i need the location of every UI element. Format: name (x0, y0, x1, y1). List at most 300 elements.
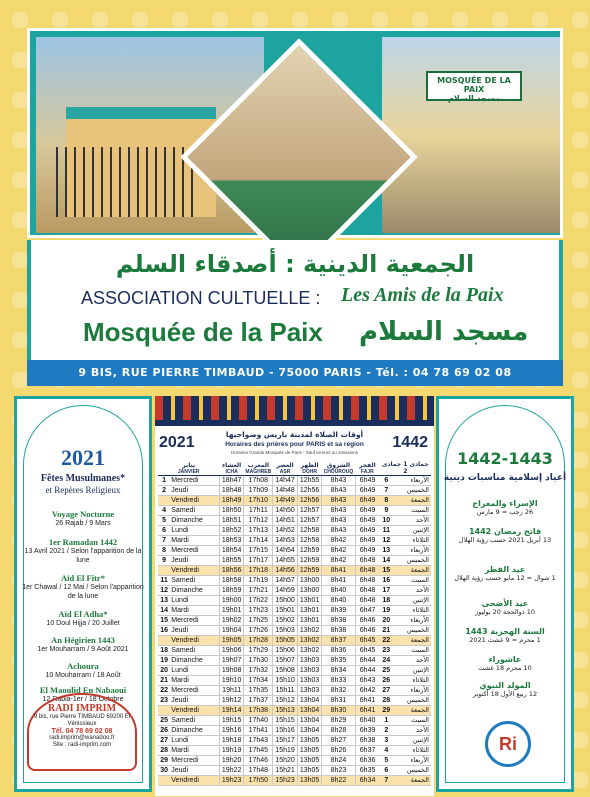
cell-a: 15h07 (273, 655, 298, 665)
cell-d: Dimanche (170, 655, 219, 665)
cell-c: 8h43 (322, 495, 355, 505)
table-row (158, 585, 431, 595)
cell-f: 6h46 (355, 615, 380, 625)
table-row (158, 625, 431, 635)
cell-d: Lundi (170, 735, 219, 745)
cell-d: Lundi (170, 525, 219, 535)
cell-d: Mardi (170, 745, 219, 755)
cell-z: 12h59 (297, 565, 322, 575)
cell-m: 17h29 (244, 645, 273, 655)
radi-phone: Tél. 04 78 69 02 08 (51, 728, 113, 735)
cell-f: 6h42 (355, 685, 380, 695)
cell-d: Mercredi (170, 685, 219, 695)
cell-ha: الأربعاء (393, 755, 431, 765)
cell-i: 18h54 (219, 545, 244, 555)
cell-n (158, 565, 170, 575)
title-sub: Horaires Grande Mosquée de Paris - Sauf erreurs ou omissions (230, 450, 359, 455)
cell-z: 13h00 (297, 585, 322, 595)
cell-i: 19h19 (219, 745, 244, 755)
cell-d: Dimanche (170, 515, 219, 525)
cell-f: 6h48 (355, 585, 380, 595)
cell-ha: الأحد (393, 515, 431, 525)
cell-hn: 29 (380, 705, 393, 715)
cell-d: Mercredi (170, 545, 219, 555)
cell-ha: السبت (393, 505, 431, 515)
cell-m: 17h17 (244, 555, 273, 565)
cell-f: 6h37 (355, 745, 380, 755)
cell-a: 14h47 (273, 475, 298, 485)
cell-i: 18h47 (219, 475, 244, 485)
cell-z: 12h59 (297, 555, 322, 565)
cell-m: 17h32 (244, 665, 273, 675)
cell-hn: 23 (380, 645, 393, 655)
cell-c: 8h39 (322, 605, 355, 615)
cell-f: 6h49 (355, 475, 380, 485)
left-event: Voyage Nocturne 26 Rajab / 9 Mars (51, 509, 115, 527)
cell-ha: الخميس (393, 765, 431, 775)
left-event: El Maoulid En Nabaoui 12 Rabia-1er / 18 Octobre (39, 685, 127, 703)
cell-ha: الأربعاء (393, 475, 431, 485)
cell-z: 13h05 (297, 755, 322, 765)
cell-z: 13h05 (297, 745, 322, 755)
cell-c: 8h40 (322, 585, 355, 595)
cell-c: 8h22 (322, 775, 355, 785)
table-row (158, 595, 431, 605)
cell-hn: 9 (380, 505, 393, 515)
cell-hn: 7 (380, 775, 393, 785)
radi-site: Site : radi-imprim.com (52, 742, 112, 748)
right-title: أعياد إسلامية مناسبات دينية (443, 473, 567, 483)
cell-d: Mardi (170, 675, 219, 685)
cell-a: 14h55 (273, 555, 298, 565)
cell-c: 8h29 (322, 715, 355, 725)
cell-hn: 4 (380, 745, 393, 755)
cell-m: 17h14 (244, 535, 273, 545)
cell-i: 19h16 (219, 725, 244, 735)
gate-shape (56, 147, 196, 217)
cell-c: 8h42 (322, 545, 355, 555)
table-body (158, 475, 431, 785)
cell-c: 8h26 (322, 745, 355, 755)
cell-a: 14h56 (273, 565, 298, 575)
cell-z: 12h58 (297, 525, 322, 535)
cell-ha: السبت (393, 575, 431, 585)
cell-f: 6h41 (355, 695, 380, 705)
cell-hn: 25 (380, 665, 393, 675)
cell-n: 1 (158, 475, 170, 485)
cell-f: 6h47 (355, 605, 380, 615)
table-row (158, 615, 431, 625)
radi-mail: radi.imprim@wanadoo.fr (49, 735, 115, 741)
cell-a: 15h01 (273, 605, 298, 615)
cell-f: 6h48 (355, 575, 380, 585)
cell-hn: 13 (380, 545, 393, 555)
table-row (158, 775, 431, 785)
cell-m: 17h45 (244, 745, 273, 755)
cell-z: 13h03 (297, 655, 322, 665)
table-row (158, 475, 431, 485)
cell-a: 14h50 (273, 505, 298, 515)
cell-n (158, 635, 170, 645)
cell-c: 8h36 (322, 645, 355, 655)
cell-ha: الأحد (393, 725, 431, 735)
cell-f: 6h38 (355, 735, 380, 745)
cell-n: 27 (158, 735, 170, 745)
cell-i: 18h58 (219, 575, 244, 585)
cell-ha: الثلاثاء (393, 675, 431, 685)
kilim-border (155, 396, 434, 420)
cell-c: 8h35 (322, 655, 355, 665)
left-panel (14, 396, 152, 792)
cell-i: 19h14 (219, 705, 244, 715)
table-row (158, 735, 431, 745)
cell-d: Lundi (170, 595, 219, 605)
col-janvier: يناير JANVIER (158, 455, 219, 475)
cell-c: 8h42 (322, 535, 355, 545)
table-row (158, 575, 431, 585)
cell-z: 13h03 (297, 665, 322, 675)
cell-m: 17h25 (244, 615, 273, 625)
cell-n: 8 (158, 545, 170, 555)
left-event: 1er Ramadan 1442 13 Avril 2021 / Selon l'apparition de la lune (24, 537, 142, 564)
table-row (158, 485, 431, 495)
cell-hn: 5 (380, 755, 393, 765)
cell-m: 17h30 (244, 655, 273, 665)
cell-c: 8h43 (322, 525, 355, 535)
cell-f: 6h35 (355, 765, 380, 775)
cell-a: 15h05 (273, 635, 298, 645)
left-event: Aïd El Fitr* 1er Chawal / 12 Mai / Selon l'apparition de la lune (22, 573, 144, 600)
cell-hn: 21 (380, 625, 393, 635)
cell-z: 13h03 (297, 675, 322, 685)
cell-d: Mercredi (170, 755, 219, 765)
col-chourouq: الشروق CHOUROUQ (322, 455, 355, 475)
cell-i: 18h48 (219, 485, 244, 495)
table-row (158, 505, 431, 515)
cell-i: 19h00 (219, 595, 244, 605)
cell-i: 18h53 (219, 535, 244, 545)
cell-m: 17h50 (244, 775, 273, 785)
cell-z: 13h04 (297, 725, 322, 735)
ri-logo: Ri (485, 721, 531, 767)
left-year: 2021 (61, 445, 105, 470)
cell-d: Samedi (170, 645, 219, 655)
col-dohr: الظهر DOHR (297, 455, 322, 475)
mosque-sign (426, 71, 522, 101)
left-event: Aïd El Adha* 10 Doul Hijja / 20 Juillet (46, 609, 120, 627)
cell-z: 13h02 (297, 635, 322, 645)
cell-n: 9 (158, 555, 170, 565)
prayer-table-panel (155, 396, 434, 796)
mosque-name-ar: مسجد السلام (359, 317, 529, 347)
cell-z: 13h01 (297, 605, 322, 615)
table-row (158, 725, 431, 735)
cell-d: Jeudi (170, 765, 219, 775)
cell-z: 13h05 (297, 775, 322, 785)
right-event: السنة الهجرية 1443 1 محرم = 9 غشت 2021 (465, 627, 545, 644)
col-hijri-month: جمادى 1 جمادى 2 (380, 455, 431, 475)
cell-hn: 18 (380, 595, 393, 605)
table-row (158, 755, 431, 765)
cell-ha: الإثنين (393, 735, 431, 745)
cell-hn: 14 (380, 555, 393, 565)
cell-d: Jeudi (170, 625, 219, 635)
cell-i: 18h56 (219, 565, 244, 575)
cell-hn: 27 (380, 685, 393, 695)
cell-n: 25 (158, 715, 170, 725)
cell-i: 19h01 (219, 605, 244, 615)
table-row (158, 545, 431, 555)
right-event: عيد الأضحى 10 ذوالحجة 20 يوليوز (474, 599, 536, 616)
cell-ha: الجمعة (393, 495, 431, 505)
cell-z: 13h02 (297, 645, 322, 655)
cell-f: 6h46 (355, 625, 380, 635)
cell-d: Lundi (170, 665, 219, 675)
right-event: عيد الفطر 1 شوال = 12 مايو حسب رؤية الهلال (454, 565, 556, 582)
cell-a: 15h02 (273, 615, 298, 625)
cell-m: 17h13 (244, 525, 273, 535)
cell-m: 17h26 (244, 625, 273, 635)
gregorian-year: 2021 (159, 434, 195, 451)
cell-n: 14 (158, 605, 170, 615)
cell-hn: 15 (380, 565, 393, 575)
cell-ha: الخميس (393, 555, 431, 565)
cell-f: 6h44 (355, 655, 380, 665)
radi-address: 9 bis, rue Pierre TIMBAUD 69200 El Vénissieux (33, 714, 131, 727)
hijri-year: 1442 (392, 434, 428, 451)
cell-ha: الأحد (393, 585, 431, 595)
cell-hn: 7 (380, 485, 393, 495)
cell-a: 15h19 (273, 745, 298, 755)
cell-f: 6h49 (355, 505, 380, 515)
cell-i: 18h49 (219, 495, 244, 505)
cell-d: Mardi (170, 605, 219, 615)
cell-hn: 2 (380, 725, 393, 735)
cell-a: 14h53 (273, 535, 298, 545)
cell-a: 14h49 (273, 495, 298, 505)
cell-n: 20 (158, 665, 170, 675)
cell-hn: 8 (380, 495, 393, 505)
table-row (158, 675, 431, 685)
cell-m: 17h08 (244, 475, 273, 485)
cell-n: 2 (158, 485, 170, 495)
right-event: فاتح رمضان 1442 13 أبريل 2021 حسب رؤية الهلال (458, 527, 552, 544)
table-header (158, 455, 431, 475)
cell-a: 15h12 (273, 695, 298, 705)
table-row (158, 555, 431, 565)
cell-hn: 10 (380, 515, 393, 525)
cell-c: 8h43 (322, 505, 355, 515)
col-isha: العشاء ICHA (219, 455, 244, 475)
cell-ha: الأربعاء (393, 615, 431, 625)
cell-ha: الخميس (393, 625, 431, 635)
table-row (158, 655, 431, 665)
cell-hn: 6 (380, 475, 393, 485)
cell-i: 18h55 (219, 555, 244, 565)
cell-i: 18h59 (219, 585, 244, 595)
cell-ha: الجمعة (393, 635, 431, 645)
table-row (158, 525, 431, 535)
cell-a: 15h21 (273, 765, 298, 775)
fetes-title: Fêtes Musulmanes* (40, 473, 126, 484)
cell-ha: الثلاثاء (393, 535, 431, 545)
cell-c: 8h34 (322, 665, 355, 675)
right-event: عاشوراء 10 محرم 18 غشت (478, 655, 532, 672)
cell-i: 19h15 (219, 715, 244, 725)
right-panel (436, 396, 574, 792)
cell-m: 17h43 (244, 735, 273, 745)
cell-i: 19h20 (219, 755, 244, 765)
cell-i: 19h07 (219, 655, 244, 665)
table-row (158, 605, 431, 615)
cell-d: Samedi (170, 575, 219, 585)
mosque-name-fr: Mosquée de la Paix (83, 317, 323, 347)
cell-m: 17h22 (244, 595, 273, 605)
cell-f: 6h45 (355, 645, 380, 655)
cell-c: 8h41 (322, 565, 355, 575)
cell-n: 19 (158, 655, 170, 665)
cell-ha: الإثنين (393, 525, 431, 535)
left-event: Achoura 10 Mouharram / 18 Août (45, 661, 121, 679)
cell-i: 18h52 (219, 525, 244, 535)
cell-m: 17h48 (244, 765, 273, 775)
cell-ha: الإثنين (393, 595, 431, 605)
kilim-band (155, 420, 434, 426)
cell-n (158, 705, 170, 715)
cell-c: 8h38 (322, 615, 355, 625)
right-year: 1442-1443 (457, 449, 553, 468)
cell-c: 8h43 (322, 515, 355, 525)
cell-hn: 26 (380, 675, 393, 685)
cell-f: 6h36 (355, 755, 380, 765)
cell-f: 6h49 (355, 495, 380, 505)
cell-f: 6h45 (355, 635, 380, 645)
cell-n: 23 (158, 695, 170, 705)
cell-c: 8h41 (322, 575, 355, 585)
prayer-table (158, 455, 431, 786)
cell-z: 13h05 (297, 765, 322, 775)
photo-mosque-entrance (382, 37, 560, 233)
cell-m: 17h10 (244, 495, 273, 505)
cell-c: 8h27 (322, 735, 355, 745)
cell-z: 12h59 (297, 545, 322, 555)
table-row (158, 645, 431, 655)
fetes-subtitle: et Repères Religieux (45, 485, 121, 495)
cell-z: 12h58 (297, 535, 322, 545)
cell-z: 13h03 (297, 685, 322, 695)
cell-z: 13h04 (297, 705, 322, 715)
cell-z: 13h00 (297, 575, 322, 585)
table-row (158, 705, 431, 715)
cell-d: Samedi (170, 505, 219, 515)
cell-m: 17h40 (244, 715, 273, 725)
cell-n: 13 (158, 595, 170, 605)
cell-i: 19h10 (219, 675, 244, 685)
association-name: Les Amis de la Paix (341, 284, 504, 306)
cell-n: 26 (158, 725, 170, 735)
cell-hn: 16 (380, 575, 393, 585)
cell-m: 17h37 (244, 695, 273, 705)
cell-a: 15h16 (273, 725, 298, 735)
cell-d: Mardi (170, 535, 219, 545)
cell-z: 12h56 (297, 485, 322, 495)
cell-z: 13h01 (297, 595, 322, 605)
cell-hn: 28 (380, 695, 393, 705)
cell-f: 6h49 (355, 555, 380, 565)
cell-a: 15h15 (273, 715, 298, 725)
left-event: An Hégirien 1443 1er Mouharram / 9 Août 2021 (37, 635, 129, 653)
cell-i: 19h04 (219, 625, 244, 635)
table-row (158, 635, 431, 645)
sign-fr: MOSQUÉE DE LA PAIX (437, 76, 511, 94)
cell-m: 17h46 (244, 755, 273, 765)
cell-c: 8h30 (322, 705, 355, 715)
cell-n: 11 (158, 575, 170, 585)
table-row (158, 765, 431, 775)
cell-c: 8h38 (322, 625, 355, 635)
cell-ha: الخميس (393, 485, 431, 495)
cell-z: 13h05 (297, 735, 322, 745)
title-ar: أوقات الصلاة لمدينة باريس وضواحيها (225, 430, 364, 439)
cell-c: 8h24 (322, 755, 355, 765)
association-label: ASSOCIATION CULTUELLE : (81, 288, 321, 308)
cell-z: 13h01 (297, 615, 322, 625)
cell-ha: الأحد (393, 655, 431, 665)
cell-c: 8h31 (322, 695, 355, 705)
cell-n: 7 (158, 535, 170, 545)
table-row (158, 565, 431, 575)
cell-ha: الجمعة (393, 565, 431, 575)
sign-ar: مسجد السلام (447, 94, 501, 103)
cell-a: 15h20 (273, 755, 298, 765)
cell-f: 6h48 (355, 595, 380, 605)
cell-n (158, 775, 170, 785)
cell-i: 19h18 (219, 735, 244, 745)
cell-z: 13h02 (297, 625, 322, 635)
cell-z: 12h57 (297, 505, 322, 515)
cell-m: 17h19 (244, 575, 273, 585)
right-event: المولد النبوي 12 ربيع الأول 18 أكتوبر (472, 681, 538, 698)
cell-n: 22 (158, 685, 170, 695)
cell-z: 13h04 (297, 715, 322, 725)
cell-i: 19h22 (219, 765, 244, 775)
address-bar: 9 BIS, RUE PIERRE TIMBAUD - 75000 PARIS - Tél. : 04 78 69 02 08 (27, 360, 563, 386)
cell-f: 6h40 (355, 715, 380, 725)
cell-m: 17h41 (244, 725, 273, 735)
cell-f: 6h49 (355, 535, 380, 545)
cell-d: Vendredi (170, 775, 219, 785)
cell-d: Dimanche (170, 725, 219, 735)
cell-hn: 12 (380, 535, 393, 545)
cell-a: 15h08 (273, 665, 298, 675)
cell-m: 17h35 (244, 685, 273, 695)
cell-m: 17h38 (244, 705, 273, 715)
cell-n: 12 (158, 585, 170, 595)
cell-i: 19h23 (219, 775, 244, 785)
cell-i: 19h12 (219, 695, 244, 705)
cell-m: 17h18 (244, 565, 273, 575)
cell-n: 16 (158, 625, 170, 635)
cell-d: Dimanche (170, 585, 219, 595)
cell-c: 8h43 (322, 485, 355, 495)
cell-n: 4 (158, 505, 170, 515)
cell-f: 6h49 (355, 545, 380, 555)
cell-m: 17h34 (244, 675, 273, 685)
header-block (27, 240, 563, 360)
cell-a: 14h57 (273, 575, 298, 585)
cell-d: Samedi (170, 715, 219, 725)
table-row (158, 695, 431, 705)
